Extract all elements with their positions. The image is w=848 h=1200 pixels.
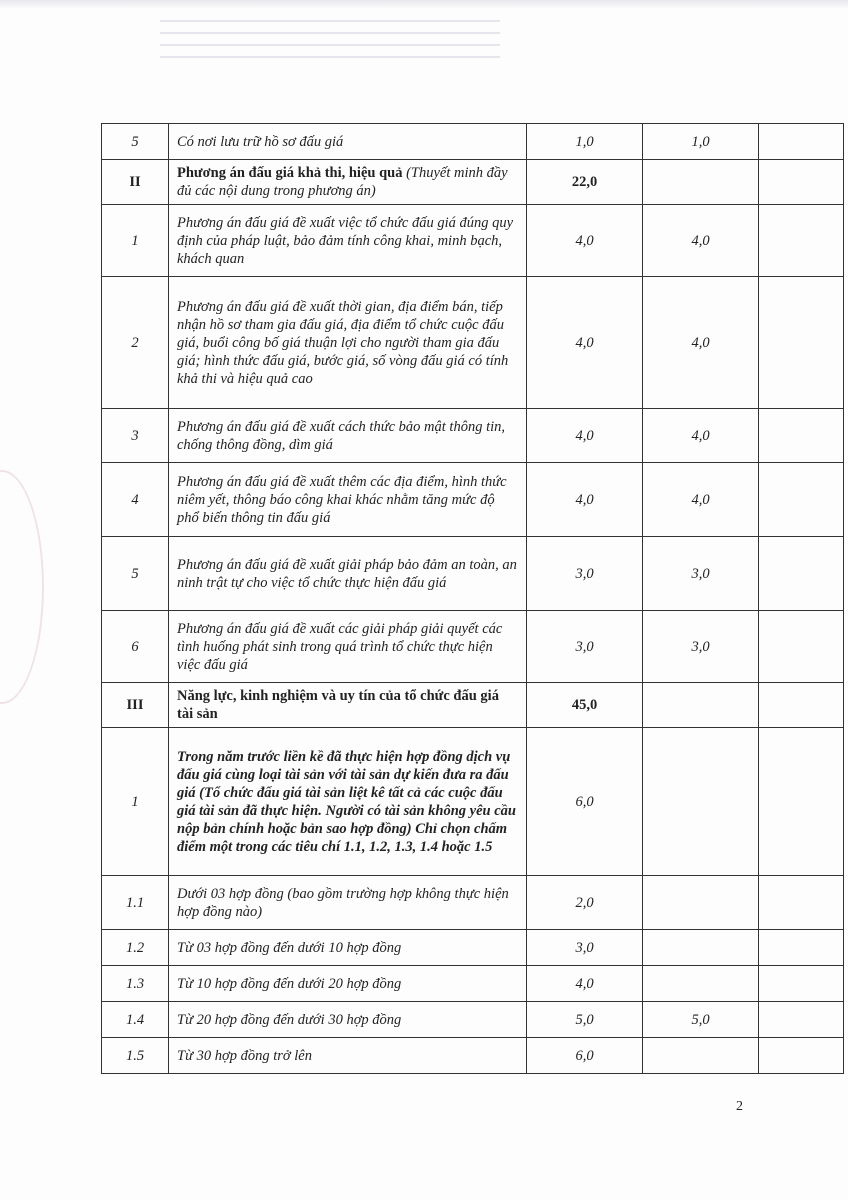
max-score: 1,0 <box>527 124 643 160</box>
criterion <box>169 277 527 409</box>
notes-cell <box>759 611 844 683</box>
criterion-text: Phương án đấu giá đề xuất các giải pháp giải quyết các tình huống phát sinh trong quá trình tổ chức thực hiện việc đấu giá <box>177 620 503 673</box>
criterion-text: Phương án đấu giá đề xuất thêm các địa điểm, hình thức niêm yết, thông báo công khai khác nhằm tăng mức độ phổ biến thông tin đấu giá <box>177 473 507 526</box>
notes-cell <box>759 409 844 463</box>
row-number: 3 <box>102 409 169 463</box>
awarded-score: 3,0 <box>643 537 759 611</box>
criterion <box>169 966 527 1002</box>
table-row <box>102 124 844 160</box>
max-score: 4,0 <box>527 205 643 277</box>
table-row <box>102 683 844 728</box>
criterion-text: Từ 10 hợp đồng đến dưới 20 hợp đồng <box>177 975 402 992</box>
awarded-score: 1,0 <box>643 124 759 160</box>
table-row <box>102 205 844 277</box>
awarded-score <box>643 728 759 876</box>
table-row <box>102 930 844 966</box>
max-score: 3,0 <box>527 537 643 611</box>
row-number: 5 <box>102 124 169 160</box>
awarded-score <box>643 1038 759 1074</box>
max-score: 2,0 <box>527 876 643 930</box>
criterion-text: Phương án đấu giá đề xuất việc tổ chức đấu giá đúng quy định của pháp luật, bảo đảm tính công khai, minh bạch, khách quan <box>177 214 514 267</box>
notes-cell <box>759 1038 844 1074</box>
notes-cell <box>759 463 844 537</box>
notes-cell <box>759 1002 844 1038</box>
row-number: 2 <box>102 277 169 409</box>
max-score: 45,0 <box>527 683 643 728</box>
criterion <box>169 409 527 463</box>
awarded-score: 4,0 <box>643 277 759 409</box>
row-number: 6 <box>102 611 169 683</box>
row-number: II <box>102 160 169 205</box>
awarded-score: 3,0 <box>643 611 759 683</box>
row-number: 1.1 <box>102 876 169 930</box>
max-score: 5,0 <box>527 1002 643 1038</box>
criterion-text: Phương án đấu giá đề xuất cách thức bảo mật thông tin, chống thông đồng, dìm giá <box>177 418 506 453</box>
notes-cell <box>759 930 844 966</box>
criterion <box>169 463 527 537</box>
max-score: 4,0 <box>527 277 643 409</box>
awarded-score: 4,0 <box>643 205 759 277</box>
criterion <box>169 728 527 876</box>
max-score: 4,0 <box>527 463 643 537</box>
criterion <box>169 930 527 966</box>
criterion-text: Phương án đấu giá khả thi, hiệu quả <box>177 165 403 181</box>
table-row <box>102 277 844 409</box>
criterion <box>169 205 527 277</box>
row-number: 5 <box>102 537 169 611</box>
max-score: 22,0 <box>527 160 643 205</box>
row-number: 1.3 <box>102 966 169 1002</box>
row-number: 4 <box>102 463 169 537</box>
awarded-score: 5,0 <box>643 1002 759 1038</box>
notes-cell <box>759 205 844 277</box>
notes-cell <box>759 160 844 205</box>
notes-cell <box>759 728 844 876</box>
scan-edge <box>0 0 848 8</box>
criterion <box>169 683 527 728</box>
max-score: 4,0 <box>527 966 643 1002</box>
table-row <box>102 160 844 205</box>
row-number: 1.5 <box>102 1038 169 1074</box>
criterion-note: (Thuyết minh đầy đủ các nội dung trong phương án) <box>177 165 508 199</box>
max-score: 3,0 <box>527 611 643 683</box>
row-number: 1.2 <box>102 930 169 966</box>
table-row <box>102 876 844 930</box>
table-row <box>102 537 844 611</box>
criterion <box>169 160 527 205</box>
notes-cell <box>759 277 844 409</box>
criterion-text: Từ 30 hợp đồng trở lên <box>177 1047 312 1064</box>
stamp-seal-fragment <box>0 470 44 704</box>
awarded-score: 4,0 <box>643 409 759 463</box>
notes-cell <box>759 876 844 930</box>
row-number: III <box>102 683 169 728</box>
notes-cell <box>759 683 844 728</box>
notes-cell <box>759 124 844 160</box>
page-number: 2 <box>736 1099 743 1114</box>
criterion <box>169 1038 527 1074</box>
scoring-table <box>101 123 844 1074</box>
table-row <box>102 1038 844 1074</box>
max-score: 3,0 <box>527 930 643 966</box>
bleed-through-text <box>160 10 500 80</box>
row-number: 1 <box>102 205 169 277</box>
criterion-text: Từ 03 hợp đồng đến dưới 10 hợp đồng <box>177 939 402 956</box>
criterion <box>169 124 527 160</box>
criterion-text: Phương án đấu giá đề xuất thời gian, địa điểm bán, tiếp nhận hồ sơ tham gia đấu giá, địa điểm tổ chức cuộc đấu giá, buổi công bố giá thuận lợi cho người tham gia đấu giá; hình thức đấu giá, bước giá, số vòng đấu giá có tính khả thi và hiệu quả cao <box>177 298 509 387</box>
awarded-score <box>643 966 759 1002</box>
awarded-score: 4,0 <box>643 463 759 537</box>
criterion <box>169 611 527 683</box>
table-row <box>102 1002 844 1038</box>
max-score: 4,0 <box>527 409 643 463</box>
max-score: 6,0 <box>527 1038 643 1074</box>
criterion-text: Dưới 03 hợp đồng (bao gồm trường hợp không thực hiện hợp đồng nào) <box>177 885 509 920</box>
awarded-score <box>643 160 759 205</box>
table-row <box>102 966 844 1002</box>
row-number: 1.4 <box>102 1002 169 1038</box>
notes-cell <box>759 966 844 1002</box>
notes-cell <box>759 537 844 611</box>
table-row <box>102 611 844 683</box>
criterion-text: Trong năm trước liền kề đã thực hiện hợp đồng dịch vụ đấu giá cùng loại tài sản với tài sản dự kiến đưa ra đấu giá (Tổ chức đấu giá tài sản liệt kê tất cả các cuộc đấu giá tài sản đã thực hiện. Người có tài sản không yêu cầu nộp bản chính hoặc bản sao hợp đồng) Chỉ chọn chấm điểm một trong các tiêu chí 1.1, 1.2, 1.3, 1.4 hoặc 1.5 <box>177 748 516 855</box>
row-number: 1 <box>102 728 169 876</box>
max-score: 6,0 <box>527 728 643 876</box>
criterion-text: Từ 20 hợp đồng đến dưới 30 hợp đồng <box>177 1011 402 1028</box>
awarded-score <box>643 683 759 728</box>
table-row <box>102 728 844 876</box>
criterion <box>169 1002 527 1038</box>
awarded-score <box>643 876 759 930</box>
table-row <box>102 409 844 463</box>
criterion <box>169 537 527 611</box>
awarded-score <box>643 930 759 966</box>
criterion <box>169 876 527 930</box>
table-row <box>102 463 844 537</box>
criterion-text: Năng lực, kinh nghiệm và uy tín của tổ chức đấu giá tài sản <box>177 688 499 722</box>
criterion-text: Phương án đấu giá đề xuất giải pháp bảo đảm an toàn, an ninh trật tự cho việc tổ chức thực hiện đấu giá <box>177 556 517 591</box>
criterion-text: Có nơi lưu trữ hồ sơ đấu giá <box>177 133 344 150</box>
